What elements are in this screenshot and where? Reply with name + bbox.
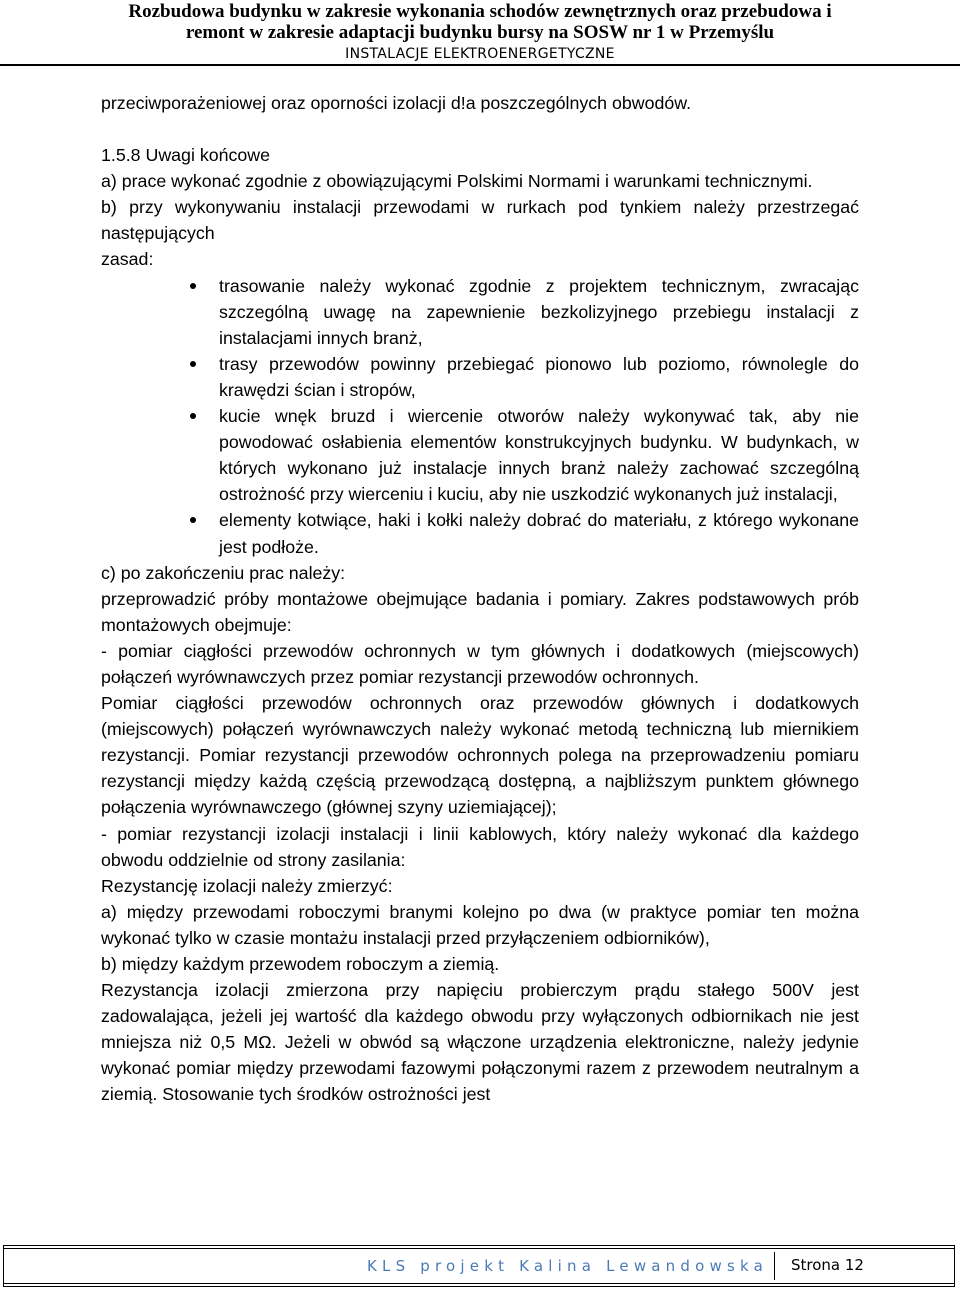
document-body [101,90,859,1108]
note-b: b) przy wykonywaniu instalacji przewodami w rurkach pod tynkiem należy przestrzegać następujących [101,197,859,244]
header-title-line-2: remont w zakresie adaptacji budynku bursy na SOSW nr 1 w Przemyślu [185,22,775,43]
insulation-paragraph: - pomiar rezystancji izolacji instalacji i linii kablowych, który należy wykonać dla każdego obwodu oddzielnie od strony zasilania: [101,823,859,870]
list-item: trasowanie należy wykonać zgodnie z projektem technicznym, zwracając szczególną uwagę na zapewnienie bezkolizyjnego przebiegu instalacji z instalacjami innych branż, [219,273,859,351]
page-footer [3,1245,955,1287]
measure-b: b) między każdym przewodem roboczym a ziemią. [101,954,500,974]
list-item: elementy kotwiące, haki i kołki należy dobrać do materiału, z którego wykonane jest podłoże. [219,507,859,559]
rules-list [101,273,859,560]
note-c: c) po zakończeniu prac należy: [101,562,346,583]
page-header [0,0,960,65]
measurement-paragraph: Pomiar ciągłości przewodów ochronnych oraz przewodów głównych i dodatkowych (miejscowych) połączeń wyrównawczych należy wykonać metodą techniczną lub miernikiem rezystancji. Pomiar rezystancji przewodów ochronnych polega na przeprowadzeniu pomiaru rezystancji między każdą częścią przewodzącą dostępną, a najbliższym punktem głównego połączenia wyrównawczego (głównej szyny uziemiającej); [101,693,859,818]
list-item: trasy przewodów powinny przebiegać pionowo lub poziomo, równolegle do krawędzi ścian i stropów, [219,351,859,403]
spacer [101,116,859,142]
tests-paragraph: przeprowadzić próby montażowe obejmujące badania i pomiary. Zakres podstawowych prób montażowych obejmuje: [101,588,859,635]
list-item: kucie wnęk bruzd i wiercenie otworów należy wykonywać tak, aby nie powodować osłabienia elementów konstrukcyjnych budynku. W budynkach, w których wykonano już instalacje innych branż należy zachować szczególną ostrożność przy wierceniu i kuciu, aby nie uszkodzić wykonanych już instalacji, [219,403,859,507]
footer-divider [774,1252,775,1280]
header-title-line-1: Rozbudowa budynku w zakresie wykonania schodów zewnętrznych oraz przebudowa i [128,1,832,22]
header-subtitle: INSTALACJE ELEKTROENERGETYCZNE [345,46,615,62]
footer-company: KLS projekt Kalina Lewandowska [366,1257,768,1275]
measure-intro: Rezystancję izolacji należy zmierzyć: [101,875,393,896]
measure-a: a) między przewodami roboczymi branymi kolejno po dwa (w praktyce pomiar ten można wykonać tylko w czasie montażu instalacji przed przyłączeniem odbiorników), [101,901,859,948]
page-number: Strona 12 [791,1256,864,1274]
header-divider [0,64,960,66]
final-paragraph: Rezystancja izolacji zmierzona przy napięciu probierczym prądu stałego 500V jest zadowalająca, jeżeli jej wartość dla każdego obwodu przy wyłączonych odbiornikach nie jest mniejsza niż 0,5 MΩ. Jeżeli w obwód są włączone urządzenia elektroniczne, należy jedynie wykonać pomiar między przewodami fazowymi połączonymi razem z przewodem neutralnym a ziemią. Stosowanie tych środków ostrożności jest [101,980,859,1105]
zasad-label: zasad: [101,249,154,270]
note-a: a) prace wykonać zgodnie z obowiązującymi Polskimi Normami i warunkami technicznymi. [101,171,813,192]
section-heading: 1.5.8 Uwagi końcowe [101,145,271,166]
intro-paragraph: przeciwporażeniowej oraz oporności izolacji d!a poszczególnych obwodów. [101,93,692,113]
continuity-paragraph: - pomiar ciągłości przewodów ochronnych w tym głównych i dodatkowych (miejscowych) połączeń wyrównawczych przez pomiar rezystancji przewodów ochronnych. [101,640,859,687]
